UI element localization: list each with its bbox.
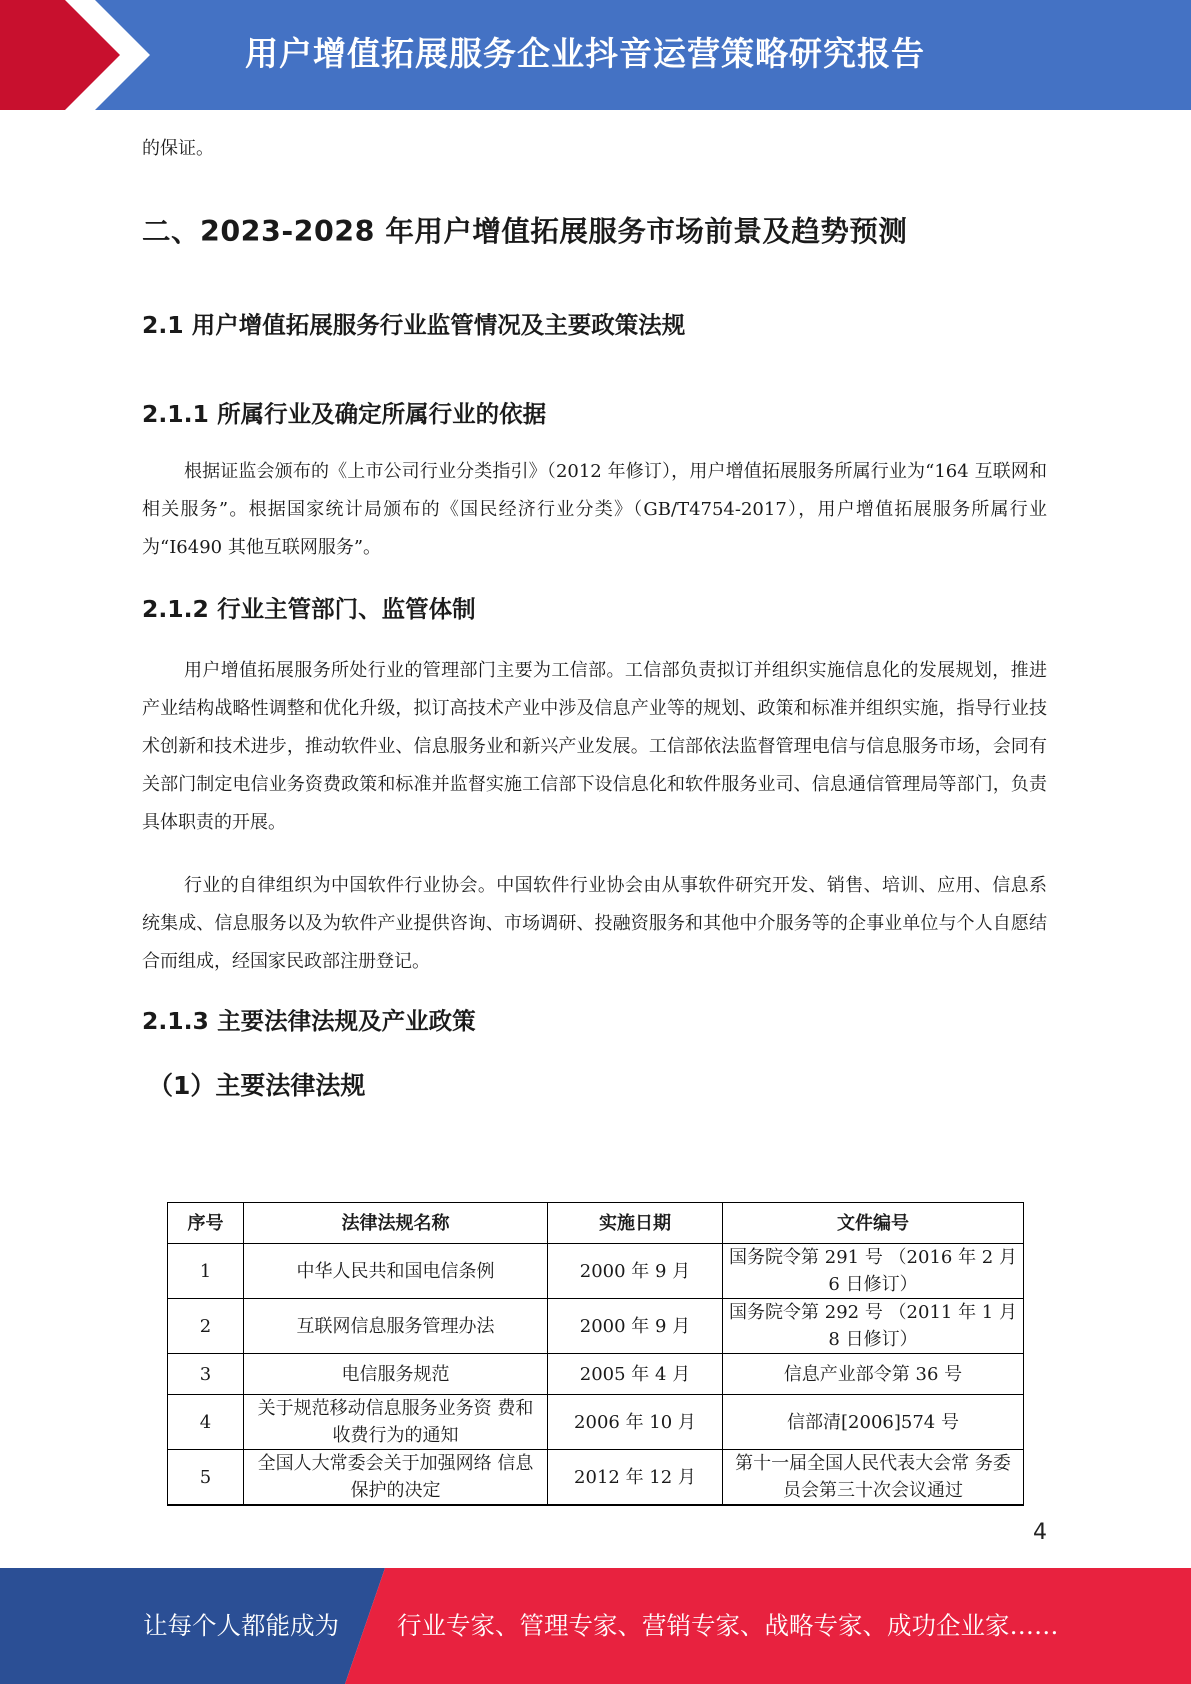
heading-main-laws: （1）主要法律法规 xyxy=(148,1071,366,1100)
cell-date: 2000 年 9 月 xyxy=(548,1244,723,1299)
cell-date: 2005 年 4 月 xyxy=(548,1354,723,1395)
column-header-doc: 文件编号 xyxy=(723,1203,1024,1244)
table-row xyxy=(168,1395,1024,1450)
cell-number: 1 xyxy=(168,1244,244,1299)
page-number: 4 xyxy=(1033,1520,1047,1545)
paragraph-2-1-1: 根据证监会颁布的《上市公司行业分类指引》（2012 年修订），用户增值拓展服务所属行业为“164 互联网和相关服务”。根据国家统计局颁布的《国民经济行业分类》（GB/T4754-2017），用户增值拓展服务所属行业为“I6490 其他互联网服务”。 xyxy=(142,461,1047,558)
table-row xyxy=(168,1354,1024,1395)
footer-slogan-right: 行业专家、管理专家、营销专家、战略专家、成功企业家…… xyxy=(397,1611,1059,1640)
column-header-number: 序号 xyxy=(168,1203,244,1244)
cell-doc: 国务院令第 292 号 （2011 年 1 月 8 日修订） xyxy=(723,1299,1024,1354)
cell-date: 2012 年 12 月 xyxy=(548,1450,723,1505)
laws-table xyxy=(167,1202,1024,1505)
table-row xyxy=(168,1244,1024,1299)
cell-date: 2006 年 10 月 xyxy=(548,1395,723,1450)
laws-table-container xyxy=(167,1202,1024,1506)
cell-number: 5 xyxy=(168,1450,244,1505)
cell-number: 4 xyxy=(168,1395,244,1450)
cell-doc: 第十一届全国人民代表大会常 务委员会第三十次会议通过 xyxy=(723,1450,1024,1505)
column-header-date: 实施日期 xyxy=(548,1203,723,1244)
intro-fragment: 的保证。 xyxy=(142,138,214,159)
cell-number: 2 xyxy=(168,1299,244,1354)
table-row xyxy=(168,1450,1024,1505)
heading-2-1-1: 2.1.1 所属行业及确定所属行业的依据 xyxy=(142,400,547,428)
document-body xyxy=(142,130,1047,1104)
cell-date: 2000 年 9 月 xyxy=(548,1299,723,1354)
table-row xyxy=(168,1299,1024,1354)
header-banner xyxy=(0,0,1191,110)
table-header-row xyxy=(168,1203,1024,1244)
cell-name: 全国人大常委会关于加强网络 信息保护的决定 xyxy=(244,1450,548,1505)
heading-2-1-3: 2.1.3 主要法律法规及产业政策 xyxy=(142,1007,476,1035)
header-title: 用户增值拓展服务企业抖音运营策略研究报告 xyxy=(245,34,925,73)
cell-doc: 信息产业部令第 36 号 xyxy=(723,1354,1024,1395)
cell-doc: 国务院令第 291 号 （2016 年 2 月 6 日修订） xyxy=(723,1244,1024,1299)
heading-2-1-2: 2.1.2 行业主管部门、监管体制 xyxy=(142,595,476,623)
footer-slogan-left: 让每个人都能成为 xyxy=(143,1611,339,1640)
cell-name: 电信服务规范 xyxy=(244,1354,548,1395)
subsection-title: 2.1 用户增值拓展服务行业监管情况及主要政策法规 xyxy=(142,311,686,339)
column-header-name: 法律法规名称 xyxy=(244,1203,548,1244)
cell-name: 互联网信息服务管理办法 xyxy=(244,1299,548,1354)
section-title: 二、2023-2028 年用户增值拓展服务市场前景及趋势预测 xyxy=(142,215,908,248)
cell-number: 3 xyxy=(168,1354,244,1395)
paragraph-2-1-2-b: 行业的自律组织为中国软件行业协会。中国软件行业协会由从事软件研究开发、销售、培训、应用、信息系统集成、信息服务以及为软件产业提供咨询、市场调研、投融资服务和其他中介服务等的企事业单位与个人自愿结合而组成，经国家民政部注册登记。 xyxy=(142,875,1047,972)
cell-name: 关于规范移动信息服务业务资 费和收费行为的通知 xyxy=(244,1395,548,1450)
cell-name: 中华人民共和国电信条例 xyxy=(244,1244,548,1299)
cell-doc: 信部清[2006]574 号 xyxy=(723,1395,1024,1450)
paragraph-2-1-2-a: 用户增值拓展服务所处行业的管理部门主要为工信部。工信部负责拟订并组织实施信息化的发展规划，推进产业结构战略性调整和优化升级，拟订高技术产业中涉及信息产业等的规划、政策和标准并组织实施，指导行业技术创新和技术进步，推动软件业、信息服务业和新兴产业发展。工信部依法监督管理电信与信息服务市场，会同有关部门制定电信业务资费政策和标准并监督实施工信部下设信息化和软件服务业司、信息通信管理局等部门，负责具体职责的开展。 xyxy=(142,660,1047,833)
footer-banner xyxy=(0,1568,1191,1684)
header-chevron-decoration xyxy=(0,0,150,110)
